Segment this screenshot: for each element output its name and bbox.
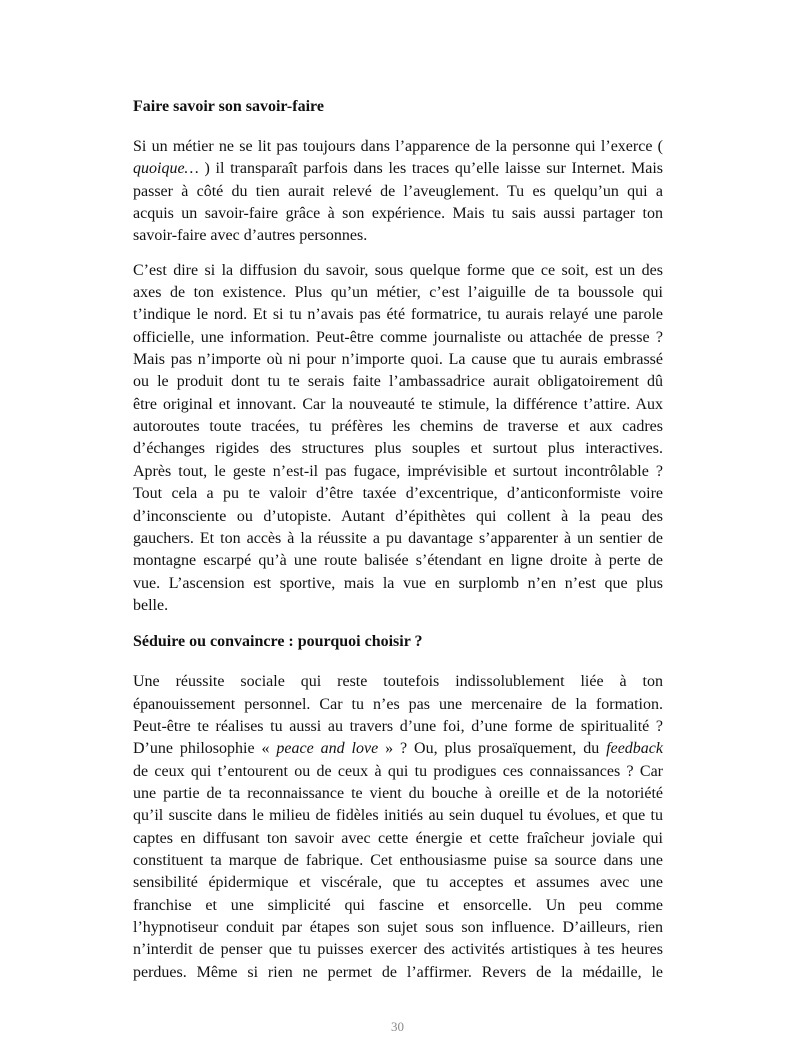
text-run: franchise et une simplicité qui fascine et ensorcelle. Un peu comme (133, 896, 663, 914)
text-line (133, 260, 663, 282)
text-line (133, 136, 663, 158)
text-run: » ? Ou, plus prosaïquement, du (378, 740, 607, 758)
text-line (133, 461, 663, 483)
text-run: gauchers. Et ton accès à la réussite a pu davantage s’apparenter à un sentier de (133, 529, 663, 547)
text-line (133, 506, 663, 528)
text-run: de ceux qui t’entourent ou de ceux à qui tu prodigues ces connaissances ? Car (133, 762, 663, 780)
text-run: Peut-être te réalises tu aussi au travers d’une foi, d’une forme de spiritualité ? (133, 717, 663, 735)
text-run: axes de ton existence. Plus qu’un métier, c’est l’aiguille de ta boussole qui (133, 284, 663, 302)
text-run: montagne escarpé qu’à une route balisée s’étendant en ligne droite à perte de (133, 552, 663, 570)
italic-text: peace and love (276, 740, 379, 758)
text-run: passer à côté du tien aurait relevé de l’aveuglement. Tu es quelqu’un qui a (133, 182, 663, 200)
text-run: t’indique le nord. Et si tu n’avais pas été formatrice, tu aurais relayé une parole (133, 306, 663, 324)
paragraph (133, 671, 663, 984)
text-run: n’interdit de penser que tu puisses exercer des activités artistiques à tes heures (133, 941, 663, 959)
text-line (133, 917, 663, 939)
paragraph (133, 260, 663, 618)
text-line (133, 158, 663, 180)
text-line (133, 483, 663, 505)
text-line (133, 671, 663, 693)
text-run: belle. (133, 596, 169, 614)
text-run: perdues. Même si rien ne permet de l’affirmer. Revers de la médaille, le (133, 963, 663, 981)
text-run: l’hypnotiseur conduit par étapes son sujet sous son influence. D’ailleurs, rien (133, 919, 663, 936)
text-line (133, 828, 663, 850)
text-run: Tout cela a pu te valoir d’être taxée d’excentrique, d’anticonformiste voire (133, 485, 663, 503)
text-run: Une réussite sociale qui reste toutefois indissolublement liée à ton (133, 673, 663, 691)
section-heading: Séduire ou convaincre : pourquoi choisir ? (133, 633, 423, 651)
text-run: d’échanges rigides des structures plus souples et surtout plus interactives. (133, 440, 663, 458)
text-run: Si un métier ne se lit pas toujours dans l’apparence de la personne qui l’exerce ( (133, 138, 663, 155)
text-line (133, 327, 663, 349)
text-run: vue. L’ascension est sportive, mais la vue en surplomb n’en n’est que plus (133, 574, 663, 592)
text-line (133, 805, 663, 827)
text-run: Après tout, le geste n’est-il pas fugace, imprévisible et surtout incontrôlable ? (133, 462, 663, 480)
text-line (133, 550, 663, 572)
text-run: d’inconsciente ou d’utopiste. Autant d’épithètes qui collent à la peau des (133, 507, 663, 525)
text-line (133, 761, 663, 783)
text-line (133, 872, 663, 894)
text-line (133, 528, 663, 550)
text-line (133, 225, 663, 247)
text-run: épanouissement personnel. Car tu n’es pas une mercenaire de la formation. (133, 695, 663, 713)
text-run: qu’il suscite dans le milieu de fidèles initiés au sein duquel tu évolues, et que tu (133, 807, 663, 825)
text-run: captes en diffusant ton savoir avec cette énergie et cette fraîcheur joviale qui (133, 829, 663, 847)
text-line (133, 850, 663, 872)
text-line (133, 282, 663, 304)
italic-text: quoique… (133, 160, 199, 178)
text-run: constituent ta marque de fabrique. Cet enthousiasme puise sa source dans une (133, 851, 663, 869)
text-line (133, 304, 663, 326)
text-line (133, 962, 663, 984)
text-run: autoroutes toute tracées, tu préfères les chemins de traverse et aux cadres (133, 418, 663, 436)
text-line (133, 203, 663, 225)
text-line (133, 738, 663, 760)
text-line (133, 371, 663, 393)
text-run: une partie de ta reconnaissance te vient du bouche à oreille et de la notoriété (133, 784, 663, 802)
text-line (133, 394, 663, 416)
page-content (133, 96, 663, 984)
text-run: C’est dire si la diffusion du savoir, sous quelque forme que ce soit, est un des (133, 261, 663, 279)
text-line (133, 694, 663, 716)
text-line (133, 416, 663, 438)
text-run: ou le produit dont tu te serais faite l’ambassadrice aurait obligatoirement dû (133, 373, 663, 391)
text-run: savoir-faire avec d’autres personnes. (133, 227, 368, 245)
italic-text: feedback (606, 740, 664, 758)
text-line (133, 595, 663, 617)
page-number: 30 (391, 1019, 404, 1034)
text-run: D’une philosophie « (133, 740, 277, 758)
text-line (133, 573, 663, 595)
section-heading: Faire savoir son savoir-faire (133, 98, 324, 115)
text-run: acquis un savoir-faire grâce à son expérience. Mais tu sais aussi partager ton (133, 205, 663, 223)
text-line (133, 783, 663, 805)
text-line (133, 181, 663, 203)
text-line (133, 895, 663, 917)
text-line (133, 716, 663, 738)
text-run: Mais pas n’importe où ni pour n’importe quoi. La cause que tu aurais embrassé (133, 351, 663, 369)
text-run: sensibilité épidermique et viscérale, que tu acceptes et assumes avec une (133, 874, 663, 892)
paragraph (133, 136, 663, 248)
text-run: être original et innovant. Car la nouveauté te stimule, la différence t’attire. Aux (133, 395, 663, 413)
text-run: ) il transparaît parfois dans les traces qu’elle laisse sur Internet. Mais (198, 160, 663, 178)
text-line (133, 349, 663, 371)
text-line (133, 438, 663, 460)
text-run: officielle, une information. Peut-être comme journaliste ou attachée de presse ? (133, 328, 663, 346)
text-line (133, 939, 663, 961)
